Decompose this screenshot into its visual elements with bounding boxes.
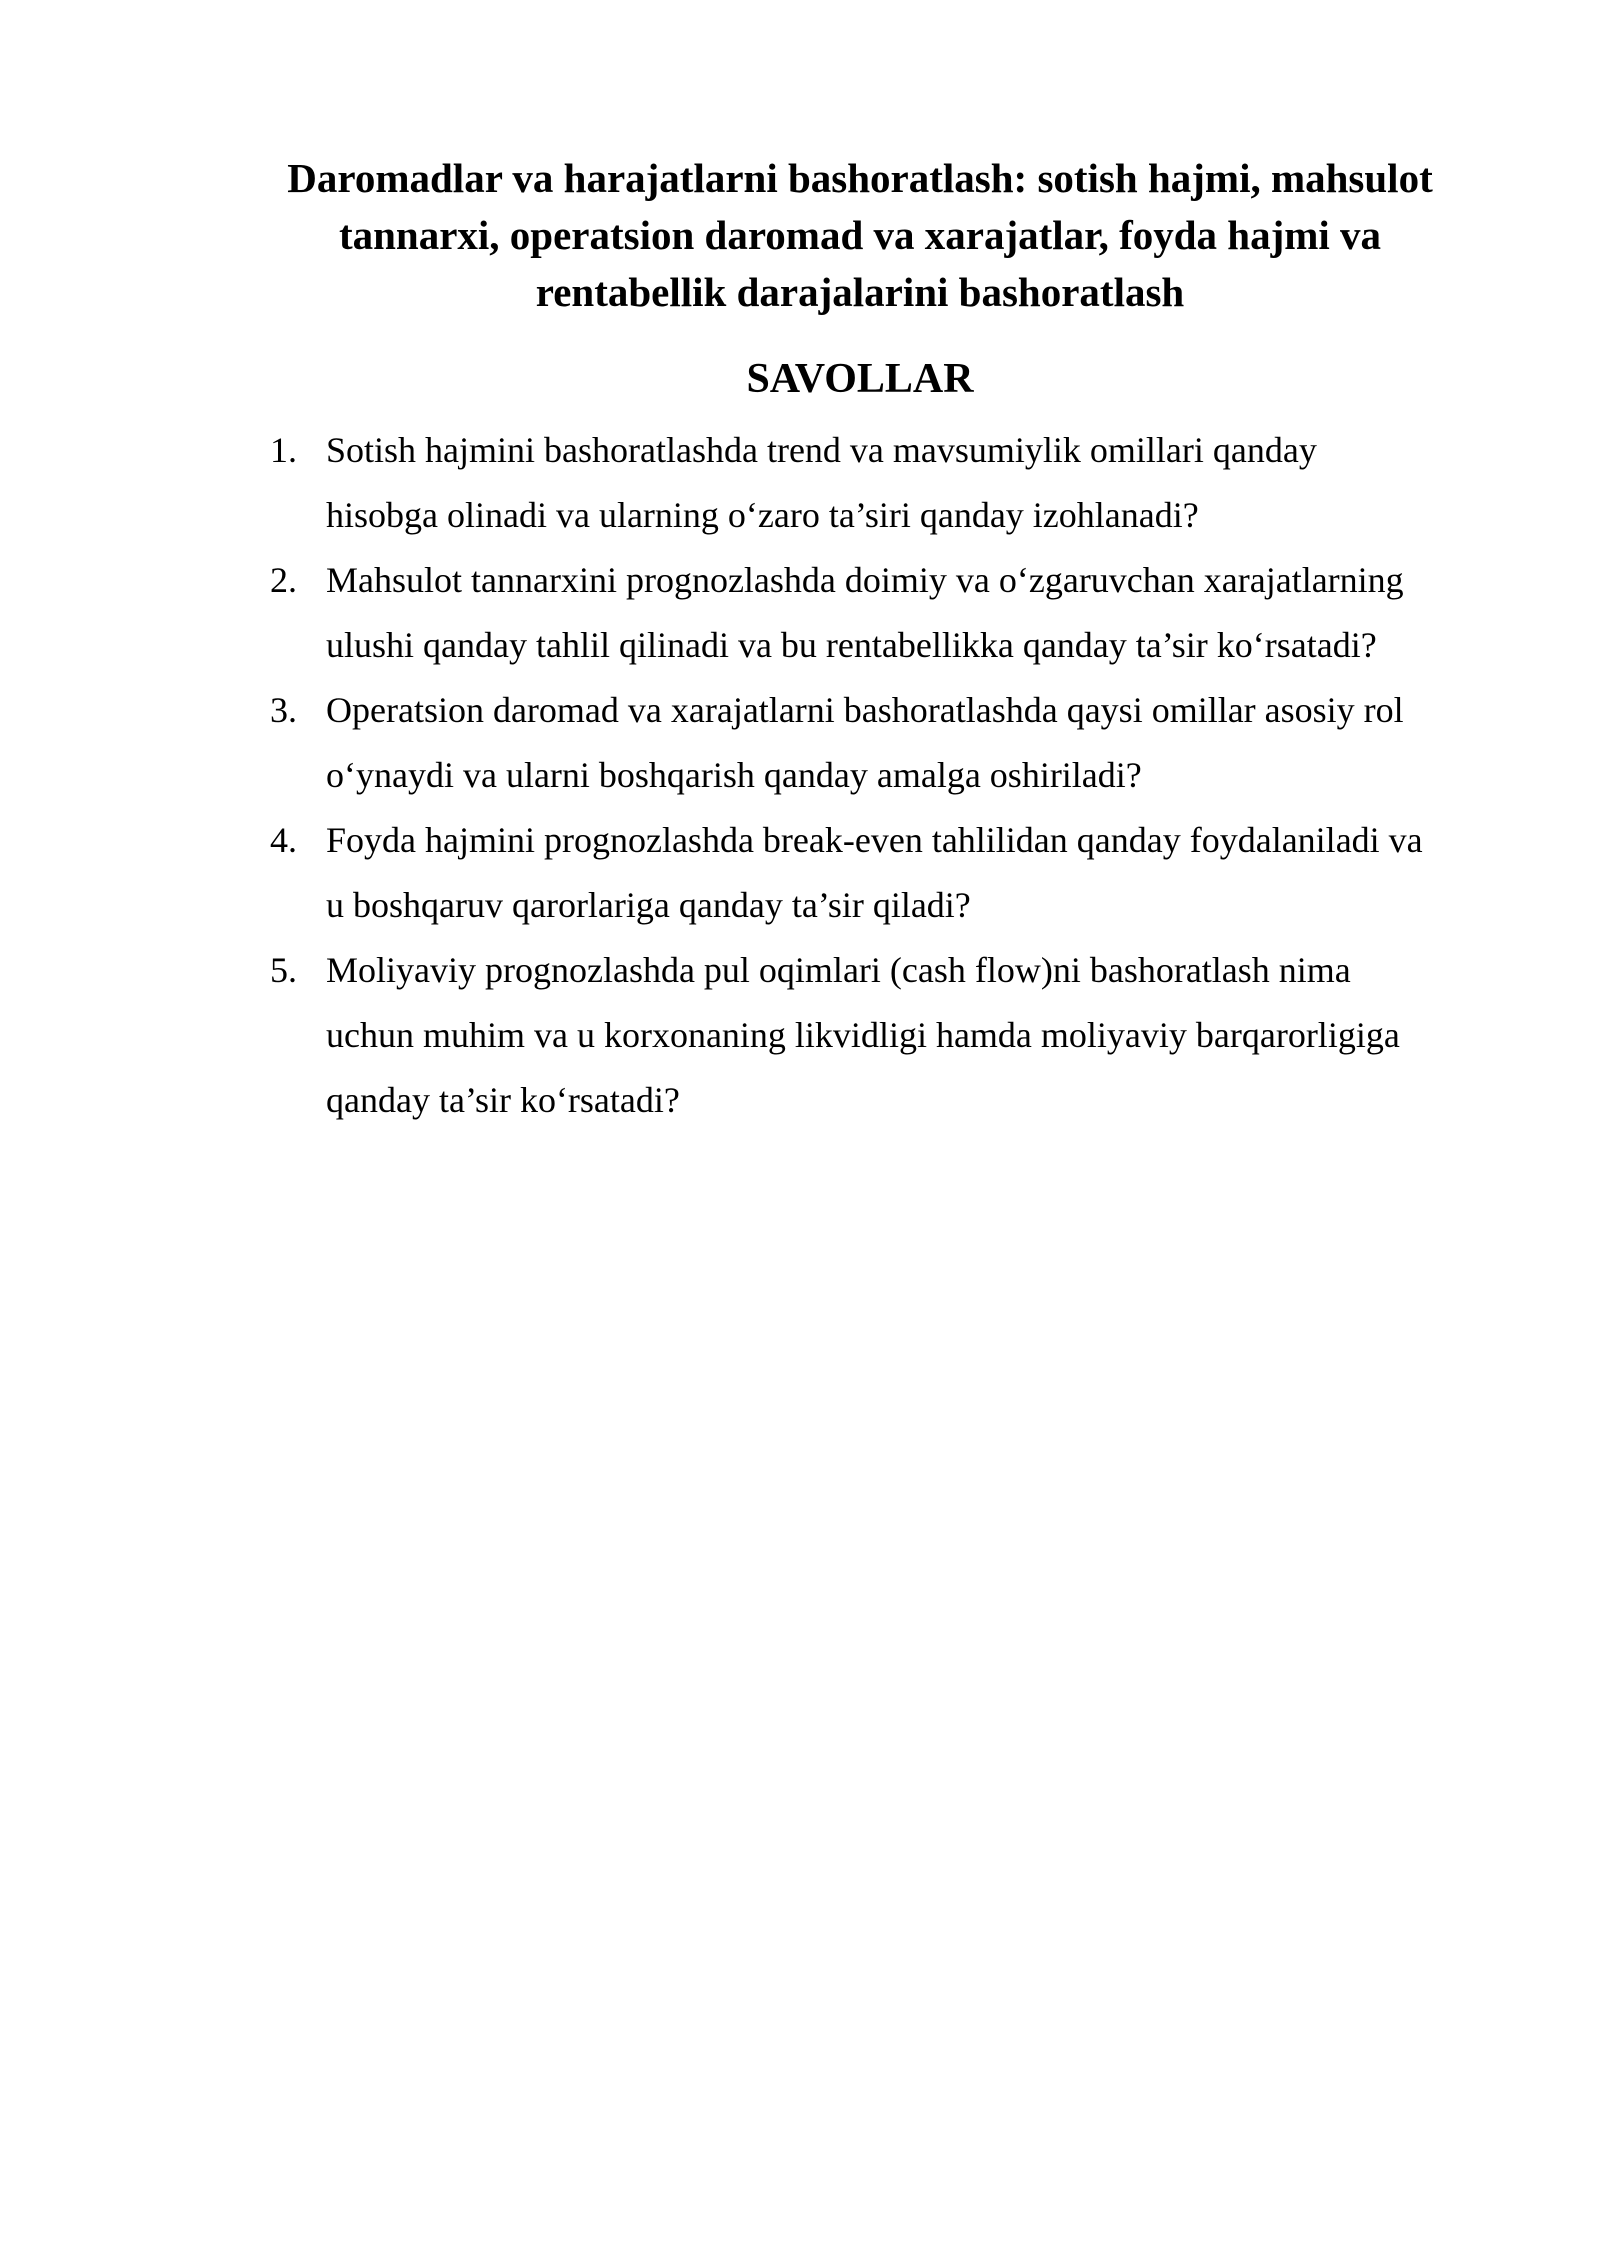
question-text-line: Moliyaviy prognozlashda pul oqimlari (cash flow)ni bashoratlash nima	[326, 950, 1351, 990]
question-item	[270, 418, 1490, 548]
question-number: 3.	[270, 690, 297, 730]
question-number: 4.	[270, 820, 297, 860]
question-item	[270, 678, 1490, 808]
question-text-line: Operatsion daromad va xarajatlarni bashoratlashda qaysi omillar asosiy rol	[326, 690, 1404, 730]
question-text-line: uchun muhim va u korxonaning likvidligi hamda moliyaviy barqarorligiga	[326, 1015, 1400, 1055]
question-text-line: Sotish hajmini bashoratlashda trend va mavsumiylik omillari qanday	[326, 430, 1317, 470]
question-number: 2.	[270, 560, 297, 600]
question-text-line: Foyda hajmini prognozlashda break-even tahlilidan qanday foydalaniladi va	[326, 820, 1423, 860]
question-text-line: o‘ynaydi va ularni boshqarish qanday amalga oshiriladi?	[326, 755, 1142, 795]
question-text-line: ulushi qanday tahlil qilinadi va bu rentabellikka qanday ta’sir ko‘rsatadi?	[326, 625, 1377, 665]
question-text-line: u boshqaruv qarorlariga qanday ta’sir qiladi?	[326, 885, 971, 925]
question-item	[270, 938, 1490, 1133]
question-list	[270, 418, 1490, 1133]
document-title-line: Daromadlar va harajatlarni bashoratlash: sotish hajmi, mahsulot	[287, 155, 1433, 201]
question-text-line: Mahsulot tannarxini prognozlashda doimiy va o‘zgaruvchan xarajatlarning	[326, 560, 1404, 600]
question-item	[270, 808, 1490, 938]
document-title-line: tannarxi, operatsion daromad va xarajatlar, foyda hajmi va	[338, 212, 1382, 258]
question-number: 5.	[270, 950, 297, 990]
question-number: 1.	[270, 430, 297, 470]
question-text-line: hisobga olinadi va ularning o‘zaro ta’siri qanday izohlanadi?	[326, 495, 1199, 535]
section-heading: SAVOLLAR	[746, 356, 974, 402]
question-item	[270, 548, 1490, 678]
document-title-line: rentabellik darajalarini bashoratlash	[535, 269, 1185, 315]
question-text-line: qanday ta’sir ko‘rsatadi?	[326, 1080, 680, 1120]
document-title	[240, 150, 1480, 321]
